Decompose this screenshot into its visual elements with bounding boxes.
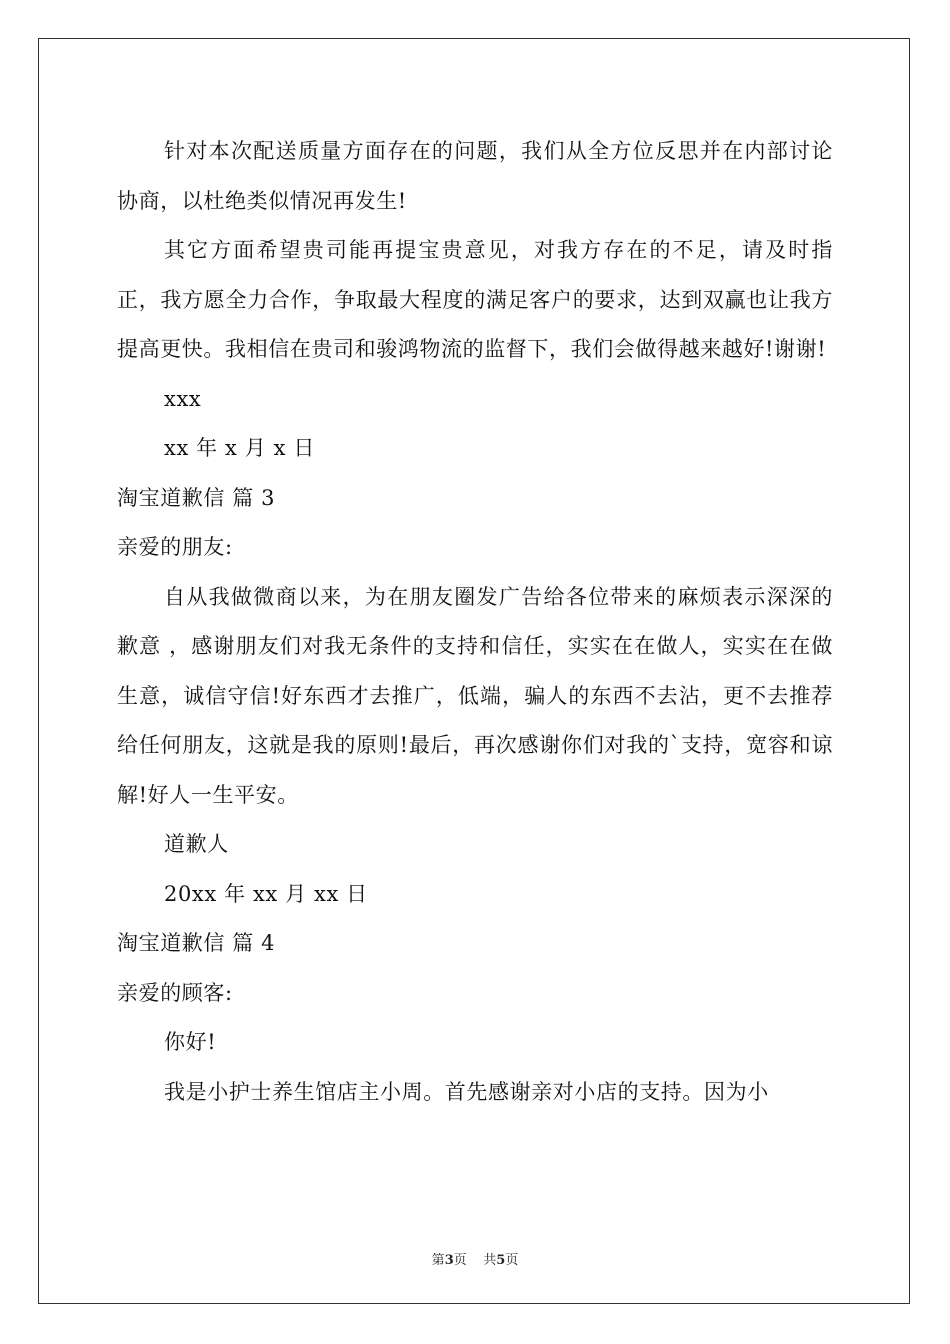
greeting-4: 你好!: [164, 1030, 217, 1054]
document-body: [117, 127, 833, 1117]
paragraph-delivery-quality: 针对本次配送质量方面存在的问题，我们从全方位反思并在内部讨论协商，以杜绝类似情况再发生!: [117, 139, 833, 213]
footer-page-current: 3: [444, 1253, 454, 1268]
paragraph-feedback-request: 其它方面希望贵司能再提宝贵意见，对我方存在的不足，请及时指正，我方愿全力合作，争取最大程度的满足客户的要求，达到双赢也让我方提高更快。我相信在贵司和骏鸿物流的监督下，我们会做得越来越好!谢谢!: [117, 238, 833, 361]
salutation-3: 亲爱的朋友:: [117, 535, 233, 559]
footer-page-suffix: 页: [505, 1253, 519, 1268]
section-heading-4: 淘宝道歉信 篇 4: [117, 931, 276, 955]
date-1: xx 年 x 月 x 日: [164, 436, 315, 460]
section-heading-3: 淘宝道歉信 篇 3: [117, 485, 276, 510]
salutation-4: 亲爱的顾客:: [117, 980, 233, 1005]
footer-page-total: 5: [496, 1253, 506, 1268]
date-3: 20xx 年 xx 月 xx 日: [164, 881, 368, 906]
page-footer: [0, 1249, 950, 1268]
footer-page-mid: 页 共: [453, 1253, 497, 1268]
paragraph-apology-3: 自从我做微商以来，为在朋友圈发广告给各位带来的麻烦表示深深的歉意 ，感谢朋友们对我无条件的支持和信任，实实在在做人，实实在在做生意，诚信守信!好东西才去推广，低端，骗人的东西不去沾，更不去推荐给任何朋友，这就是我的原则!最后，再次感谢你们对我的`支持，宽容和谅解!好人一生平安。: [117, 584, 833, 807]
paragraph-apology-4: 我是小护士养生馆店主小周。首先感谢亲对小店的支持。因为小: [164, 1079, 769, 1104]
footer-page-prefix: 第: [431, 1253, 445, 1268]
signature-1: xxx: [164, 386, 202, 411]
signature-3: 道歉人: [164, 832, 229, 856]
